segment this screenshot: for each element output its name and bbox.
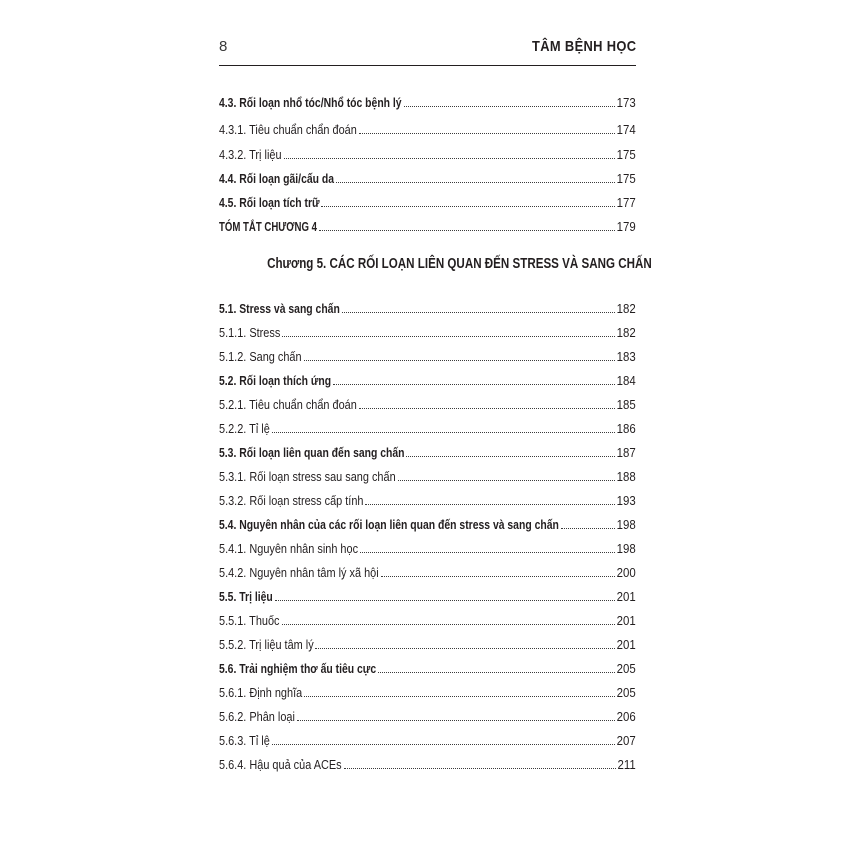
page-number: 8 xyxy=(219,38,228,55)
header-rule xyxy=(219,65,636,66)
toc-entry-page: 177 xyxy=(616,195,636,210)
toc-entry-label: 5.1.1. Stress xyxy=(219,325,281,340)
toc-entry-label: 5.6.2. Phân loại xyxy=(219,709,295,724)
toc-entry-label: 5.3.2. Rối loạn stress cấp tính xyxy=(219,493,364,508)
chapter-heading: Chương 5. CÁC RỐI LOẠN LIÊN QUAN ĐẾN STRESS VÀ SANG CHẤN xyxy=(267,256,652,272)
leader-dots xyxy=(304,360,615,361)
toc-entry xyxy=(219,296,636,316)
toc-entry-label: 5.2. Rối loạn thích ứng xyxy=(219,373,332,388)
toc-entry-page: 198 xyxy=(616,541,636,556)
toc-entry-page: 211 xyxy=(617,757,636,772)
toc-entry-page: 173 xyxy=(616,95,636,110)
toc-entry-page: 206 xyxy=(616,709,636,724)
leader-dots xyxy=(336,182,615,183)
toc-entry-page: 200 xyxy=(616,565,636,580)
leader-dots xyxy=(398,480,615,481)
toc-entry-label: 4.3.1. Tiêu chuẩn chẩn đoán xyxy=(219,122,357,137)
toc-entry-page: 201 xyxy=(616,637,636,652)
toc-entry xyxy=(219,166,636,186)
toc-entry xyxy=(219,90,636,110)
toc-entry-label: 5.4. Nguyên nhân của các rối loạn liên quan đến stress và sang chấn xyxy=(219,517,559,532)
toc-entry xyxy=(219,320,636,340)
toc-entry xyxy=(219,680,636,700)
toc-entry-label: 4.5. Rối loạn tích trữ xyxy=(219,195,320,210)
toc-entry-page: 193 xyxy=(616,493,636,508)
leader-dots xyxy=(319,230,615,231)
leader-dots xyxy=(275,600,615,601)
leader-dots xyxy=(561,528,616,529)
toc-entry-label: 5.2.1. Tiêu chuẩn chẩn đoán xyxy=(219,397,357,412)
toc-entry xyxy=(219,560,636,580)
toc-entry xyxy=(219,142,636,162)
toc-entry xyxy=(219,752,636,772)
toc-entry-label: 5.3.1. Rối loạn stress sau sang chấn xyxy=(219,469,396,484)
toc-entry-page: 201 xyxy=(616,613,636,628)
leader-dots xyxy=(378,672,615,673)
toc-entry xyxy=(219,656,636,676)
toc-entry xyxy=(219,728,636,748)
toc-entry xyxy=(219,584,636,604)
leader-dots xyxy=(359,408,615,409)
toc-entry xyxy=(219,464,636,484)
leader-dots xyxy=(404,106,615,107)
toc-entry-page: 201 xyxy=(616,589,636,604)
toc-entry-page: 182 xyxy=(616,301,636,316)
toc-entry-label: 5.2.2. Tỉ lệ xyxy=(219,421,270,436)
leader-dots xyxy=(297,720,615,721)
leader-dots xyxy=(406,456,615,457)
toc-entry-label: 5.4.2. Nguyên nhân tâm lý xã hội xyxy=(219,565,379,580)
toc-entry-label: 5.5.2. Trị liệu tâm lý xyxy=(219,637,314,652)
toc-entry xyxy=(219,608,636,628)
toc-entry xyxy=(219,392,636,412)
toc-entry-label: TÓM TẮT CHƯƠNG 4 xyxy=(219,219,317,234)
toc-entry xyxy=(219,632,636,652)
toc-entry xyxy=(219,704,636,724)
toc-entry xyxy=(219,344,636,364)
toc-entry-page: 185 xyxy=(616,397,636,412)
page-header xyxy=(219,38,636,62)
leader-dots xyxy=(284,158,615,159)
toc-entry-label: 5.6.4. Hậu quả của ACEs xyxy=(219,757,342,772)
leader-dots xyxy=(282,624,616,625)
running-title: TÂM BỆNH HỌC xyxy=(531,38,636,55)
leader-dots xyxy=(282,336,615,337)
toc-entry-page: 188 xyxy=(616,469,636,484)
toc-entry-page: 198 xyxy=(616,517,636,532)
toc-entry-label: 5.6.1. Định nghĩa xyxy=(219,685,303,700)
leader-dots xyxy=(321,206,615,207)
toc-entry-label: 5.6.3. Tỉ lệ xyxy=(219,733,270,748)
leader-dots xyxy=(344,768,616,769)
toc-entry-page: 175 xyxy=(616,171,636,186)
toc-entry-label: 5.5. Trị liệu xyxy=(219,589,273,604)
leader-dots xyxy=(359,133,615,134)
toc-entry-label: 4.4. Rối loạn gãi/cấu da xyxy=(219,171,335,186)
leader-dots xyxy=(360,552,616,553)
toc-entry-label: 5.6. Trải nghiệm thơ ấu tiêu cực xyxy=(219,661,377,676)
toc-entry-label: 5.4.1. Nguyên nhân sinh học xyxy=(219,541,359,556)
toc-entry-label: 4.3. Rối loạn nhổ tóc/Nhổ tóc bệnh lý xyxy=(219,95,402,110)
toc-entry-page: 175 xyxy=(616,147,636,162)
toc-entry xyxy=(219,416,636,436)
toc-entry-page: 184 xyxy=(616,373,636,388)
leader-dots xyxy=(315,648,615,649)
toc-entry-page: 205 xyxy=(616,685,636,700)
toc-entry-page: 205 xyxy=(616,661,636,676)
toc-entry-page: 187 xyxy=(616,445,636,460)
toc-entry xyxy=(219,512,636,532)
toc-entry-page: 174 xyxy=(616,122,636,137)
toc-entry-page: 182 xyxy=(616,325,636,340)
toc-entry-label: 5.1. Stress và sang chấn xyxy=(219,301,340,316)
toc-entry-page: 186 xyxy=(616,421,636,436)
toc-entry-label: 4.3.2. Trị liệu xyxy=(219,147,282,162)
toc-entry-page: 179 xyxy=(616,219,636,234)
toc-entry xyxy=(219,440,636,460)
leader-dots xyxy=(342,312,615,313)
toc-entry-label: 5.3. Rối loạn liên quan đến sang chấn xyxy=(219,445,405,460)
leader-dots xyxy=(333,384,615,385)
toc-entry-label: 5.1.2. Sang chấn xyxy=(219,349,302,364)
toc-entry-page: 183 xyxy=(616,349,636,364)
toc-entry xyxy=(219,214,636,234)
toc-entry xyxy=(219,488,636,508)
toc-entry-label: 5.5.1. Thuốc xyxy=(219,613,280,628)
toc-entry xyxy=(219,190,636,210)
toc-entry xyxy=(219,117,636,137)
toc-entry xyxy=(219,368,636,388)
leader-dots xyxy=(381,576,615,577)
leader-dots xyxy=(365,504,615,505)
leader-dots xyxy=(304,696,615,697)
toc-entry-page: 207 xyxy=(616,733,636,748)
toc-entry xyxy=(219,536,636,556)
leader-dots xyxy=(272,744,615,745)
leader-dots xyxy=(272,432,615,433)
